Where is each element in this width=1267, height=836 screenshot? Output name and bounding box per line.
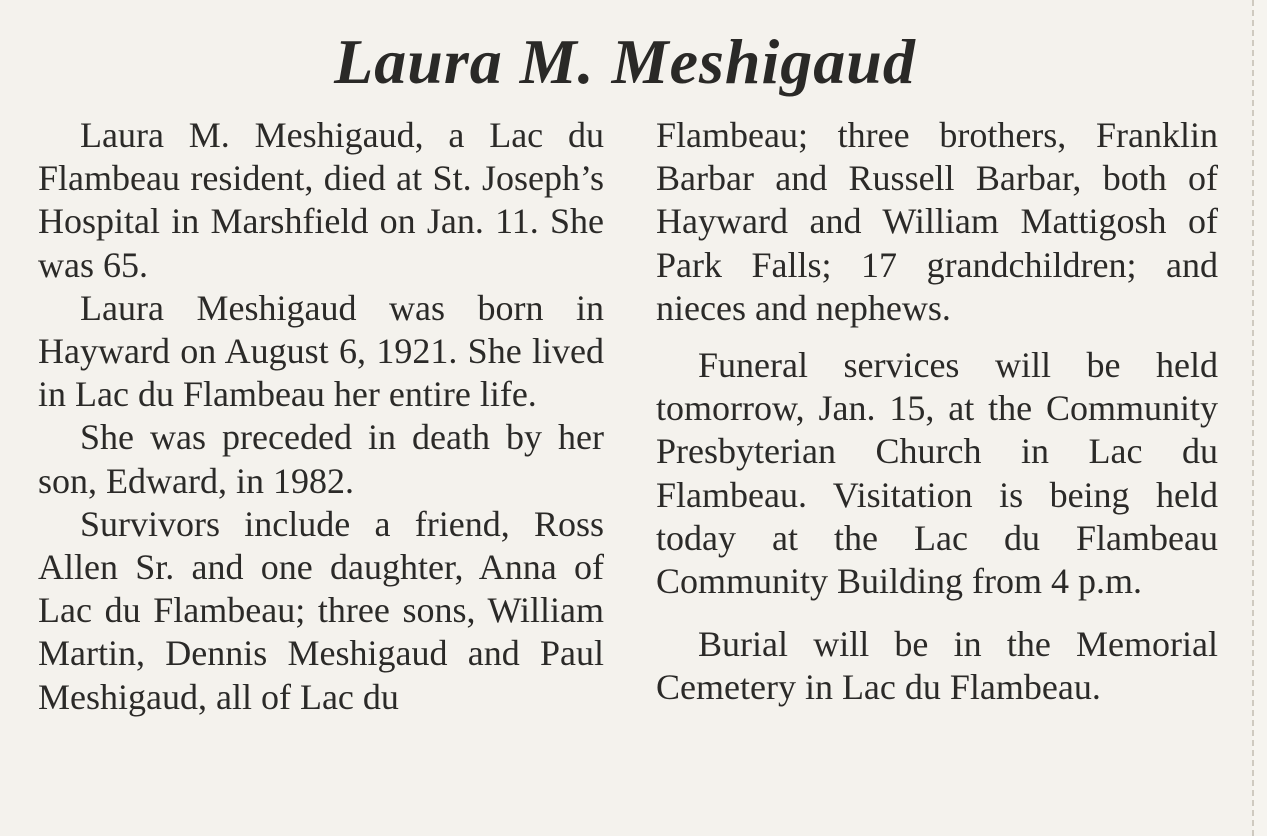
- paragraph-survivors-continued: Flambeau; three brothers, Franklin Barbar and Russell Barbar, both of Hayward and William Mattigosh of Park Falls; 17 grandchildren; and nieces and nephews.: [656, 115, 1218, 328]
- paragraph-burial: Burial will be in the Memorial Cemetery in Lac du Flambeau.: [656, 624, 1218, 708]
- paragraph-preceded: She was preceded in death by her son, Edward, in 1982.: [38, 417, 604, 501]
- right-column: [656, 114, 1218, 710]
- clipping-edge: [1252, 0, 1267, 836]
- paragraph-birth: Laura Meshigaud was born in Hayward on August 6, 1921. She lived in Lac du Flambeau her entire life.: [38, 287, 604, 415]
- paragraph-survivors-start: Survivors include a friend, Ross Allen Sr. and one daughter, Anna of Lac du Flambeau; three sons, William Martin, Dennis Meshigaud and Paul Meshigaud, all of Lac du: [38, 503, 604, 717]
- paragraph-death-notice: Laura M. Meshigaud, a Lac du Flambeau resident, died at St. Joseph’s Hospital in Marshfield on Jan. 11. She was 65.: [38, 115, 604, 285]
- obituary-headline: Laura M. Meshigaud: [334, 26, 916, 97]
- left-column: [38, 114, 604, 719]
- paragraph-funeral: Funeral services will be held tomorrow, Jan. 15, at the Community Presbyterian Church in Lac du Flambeau. Visitation is being held today at the Lac du Flambeau Community Building from 4 p.m.: [656, 345, 1218, 602]
